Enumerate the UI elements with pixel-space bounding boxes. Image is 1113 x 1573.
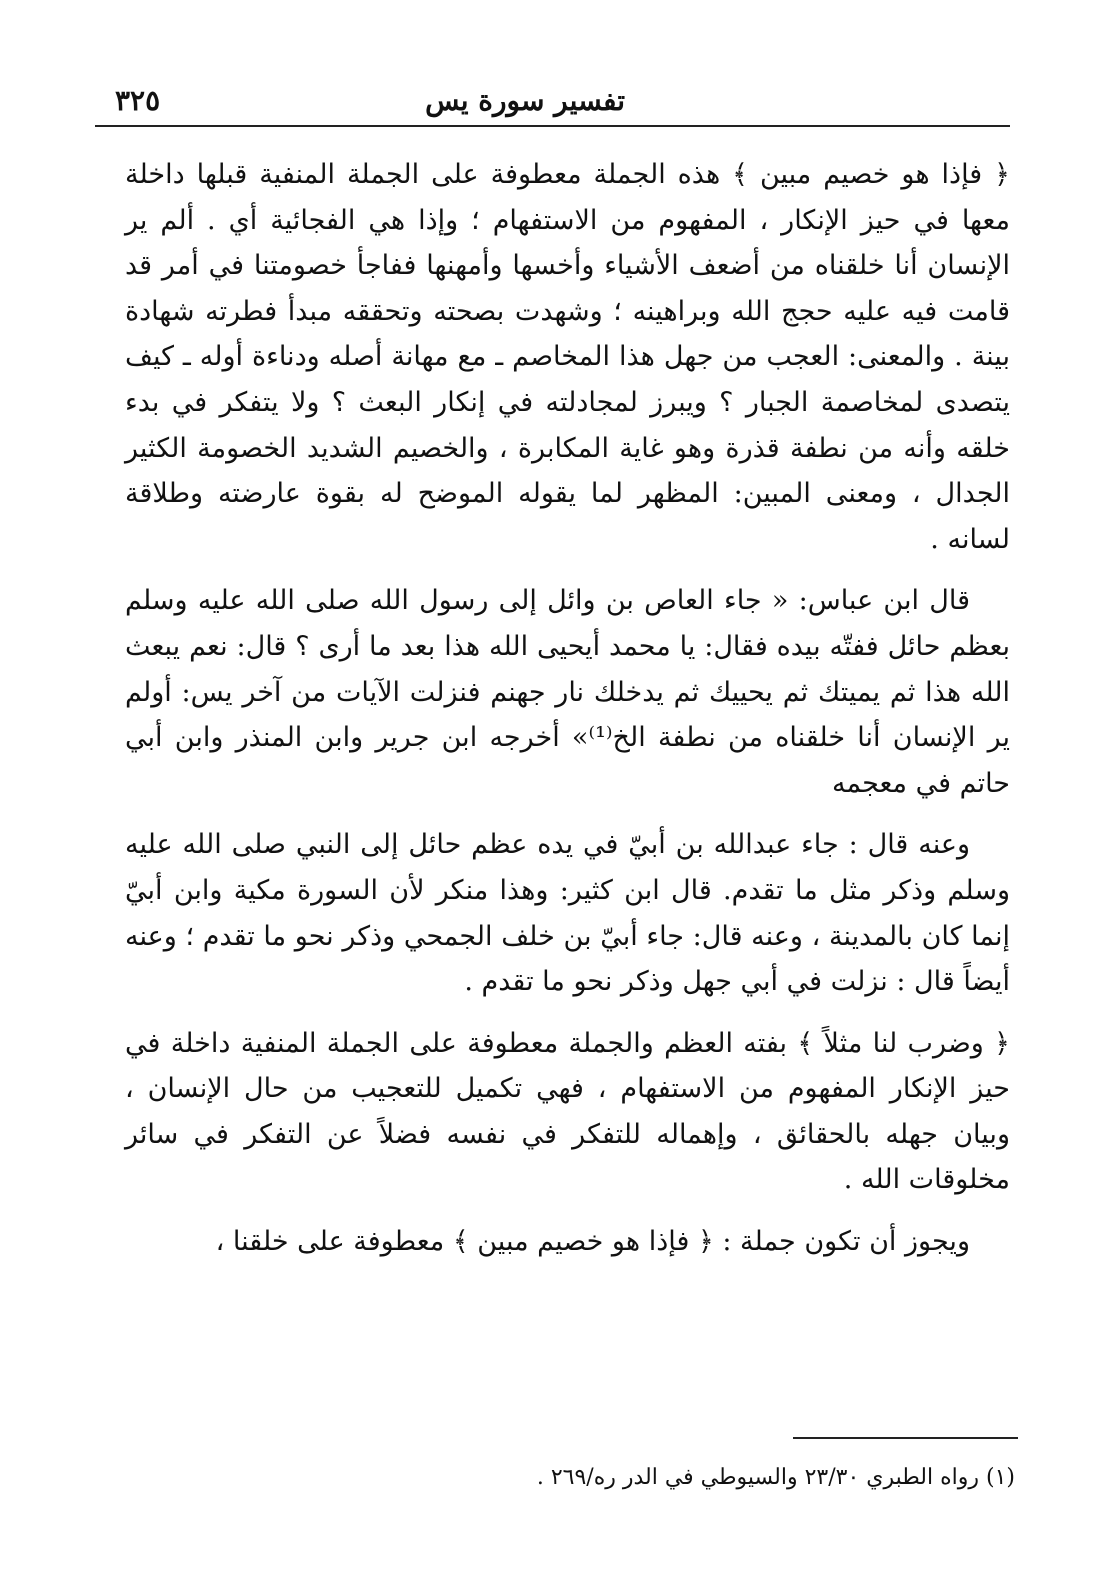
- paragraph-2: قال ابن عباس: « جاء العاص بن وائل إلى رسول الله صلى الله عليه وسلم بعظم حائل ففتّه بيده فقال: يا محمد أيحيى الله هذا بعد ما أرى ؟ قال: نعم يبعث الله هذا ثم يميتك ثم يحييك ثم يدخلك نار جهنم فنزلت الآيات من آخر يس: أولم ير الإنسان أنا خلقناه من نطفة الخ⁽¹⁾» أخرجه ابن جرير وابن المنذر وابن أبي حاتم في معجمه: [125, 585, 1010, 799]
- paragraph-1: ﴿ فإذا هو خصيم مبين ﴾ هذه الجملة معطوفة على الجملة المنفية قبلها داخلة معها في حيز الإنكار ، المفهوم من الاستفهام ؛ وإذا هي الفجائية أي . ألم ير الإنسان أنا خلقناه من أضعف الأشياء وأخسها وأمهنها ففاجأ خصومتنا في أمر قد قامت فيه عليه حجج الله وبراهينه ؛ وشهدت بصحته وتحققه مبدأ فطرته شهادة بينة . والمعنى: العجب من جهل هذا المخاصم ـ مع مهانة أصله ودناءة أوله ـ كيف يتصدى لمخاصمة الجبار ؟ ويبرز لمجادلته في إنكار البعث ؟ ولا يتفكر في بدء خلقه وأنه من نطفة قذرة وهو غاية المكابرة ، والخصيم الشديد الخصومة الكثير الجدال ، ومعنى المبين: المظهر لما يقوله الموضح له بقوة عارضته وطلاقة لسانه .: [125, 159, 1010, 555]
- footnote: (١) رواه الطبري ٢٣/٣٠ والسيوطي في الدر ره/٢٦٩ .: [536, 1465, 1015, 1490]
- footnote-divider: [793, 1437, 1018, 1439]
- header-divider: [95, 125, 1010, 127]
- paragraph-3: وعنه قال : جاء عبدالله بن أبيّ في يده عظم حائل إلى النبي صلى الله عليه وسلم وذكر مثل ما تقدم. قال ابن كثير: وهذا منكر لأن السورة مكية وابن أبيّ إنما كان بالمدينة ، وعنه قال: جاء أبيّ بن خلف الجمحي وذكر نحو ما تقدم ؛ وعنه أيضاً قال : نزلت في أبي جهل وذكر نحو ما تقدم .: [125, 829, 1010, 998]
- paragraph-5: ويجوز أن تكون جملة : ﴿ فإذا هو خصيم مبين ﴾ معطوفة على خلقنا ،: [215, 1226, 970, 1258]
- page-header: [95, 78, 1010, 124]
- page-number: ٣٢٥: [115, 84, 161, 117]
- paragraph-4: ﴿ وضرب لنا مثلاً ﴾ بفته العظم والجملة معطوفة على الجملة المنفية داخلة في حيز الإنكار المفهوم من الاستفهام ، فهي تكميل للتعجيب من حال الإنسان ، وبيان جهله بالحقائق ، وإهماله للتفكر في نفسه فضلاً عن التفكر في سائر مخلوقات الله .: [125, 1027, 1010, 1196]
- main-text: [125, 152, 1010, 1281]
- running-title: تفسير سورة يس: [425, 84, 625, 117]
